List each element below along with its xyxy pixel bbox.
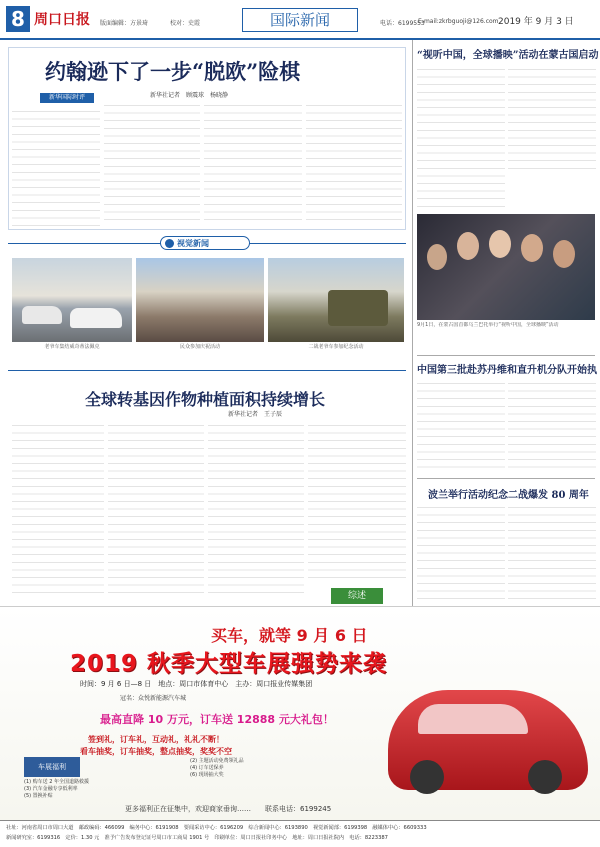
photo-wwii-vehicles bbox=[268, 258, 404, 342]
ad-footer: 更多福利正在征集中，欢迎商家垂询…… 联系电话：6199245 bbox=[125, 805, 332, 813]
visual-news-label: 视觉新闻 bbox=[177, 239, 209, 248]
article2-text-col4 bbox=[308, 420, 406, 584]
right-article3-title: 波兰举行活动纪念二战爆发 80 周年 bbox=[428, 490, 589, 501]
ad-promo1: 签到礼，订车礼，互动礼，礼礼不断！ bbox=[88, 735, 224, 744]
ad-headline: 2019 秋季大型车展强势来袭 bbox=[70, 651, 388, 677]
ad-tagline: 买车，就等 9 月 6 日 bbox=[211, 626, 368, 645]
footer-line1: 社址：河南省周口市周口大道 邮政编码：466099 编务中心：6191908 要闻采访中心：6196209 综合新闻中心：6193890 视觉新闻部：6199398 融媒体中心：6609333 bbox=[6, 825, 427, 831]
ad-organizer: 冠名：众悦新能源汽车城 bbox=[120, 695, 187, 702]
newspaper-logo: 周口日报 bbox=[34, 12, 90, 28]
article1-text-col1 bbox=[12, 106, 100, 226]
benefit-item: (2) 主题活动免费领礼品 bbox=[190, 758, 244, 764]
right-article1-col1 bbox=[417, 64, 505, 212]
footer-line2: 新闻研究室：6199316 定价：1.30 元 准予广告发布登记证号周口市工商局 1901 号 印刷单位：周口日报社印务中心 地址：周口日报社院内 电话：8223387 bbox=[6, 835, 388, 841]
right-article1-col2 bbox=[508, 64, 596, 174]
benefits-list-right bbox=[190, 758, 350, 779]
phone-label: 电话：6199553 bbox=[380, 20, 425, 27]
issue-date: 2019 年 9 月 3 日 bbox=[498, 17, 574, 27]
email-label: E-mail:zkrbguoji@126.com bbox=[418, 18, 499, 25]
ad-promo2: 看车抽奖，订车抽奖，整点抽奖，奖奖不空 bbox=[80, 747, 232, 756]
right-article3-col1 bbox=[417, 502, 505, 602]
photo2-caption: 民众参加庆祝活动 bbox=[179, 344, 220, 350]
right-photo-caption: 9月1日，在蒙古国首都乌兰巴托举行“视听中国，全球播映”活动 bbox=[417, 322, 559, 328]
benefit-item: (5) 置换补贴 bbox=[24, 793, 53, 799]
column-separator bbox=[412, 40, 413, 685]
editor-label: 版面编辑：方景琦 bbox=[100, 20, 149, 27]
photo3-caption: 二战老爷车参加纪念活动 bbox=[308, 344, 364, 350]
article2-divider bbox=[8, 370, 406, 371]
proofreader-label: 校对：史霞 bbox=[170, 20, 201, 27]
page-number: 8 bbox=[6, 6, 30, 32]
right-article2-col1 bbox=[417, 378, 505, 474]
article1-text-col3 bbox=[204, 100, 302, 226]
right-divider1 bbox=[417, 355, 595, 356]
right-divider2 bbox=[417, 478, 595, 479]
benefit-item: (3) 汽车金融专享低利率 bbox=[24, 786, 78, 792]
article1-byline: 新华社记者 顾震球 杨晓静 bbox=[150, 92, 229, 99]
article2-text-col1 bbox=[12, 420, 104, 600]
benefit-item: (6) 现场抽大奖 bbox=[190, 772, 224, 778]
article2-title: 全球转基因作物种植面积持续增长 bbox=[85, 390, 326, 409]
article1-tag: 新华国际时评 bbox=[40, 93, 94, 103]
ad-time-place: 时间：9 月 6 日—8 日 地点：周口市体育中心 主办：周口报业传媒集团 bbox=[80, 680, 313, 688]
photo-mongolia-event bbox=[417, 214, 595, 320]
article2-text-col2 bbox=[108, 420, 204, 600]
photo-crowd-celebration bbox=[136, 258, 264, 342]
article2-byline: 新华社记者 王子辰 bbox=[228, 411, 283, 418]
right-article2-col2 bbox=[508, 378, 596, 474]
right-article1-title: “视听中国，全球播映”活动在蒙古国启动 bbox=[417, 50, 599, 61]
article2-text-col3 bbox=[208, 420, 304, 600]
photo1-caption: 老爷车集结威奇蒂法佩克 bbox=[44, 344, 100, 350]
article1-text-col2 bbox=[104, 100, 200, 226]
photo-vintage-cars bbox=[12, 258, 132, 342]
benefits-list-left bbox=[24, 779, 184, 800]
benefit-item: (1) 购车送 2 年全国道路救援 bbox=[24, 779, 90, 785]
zongshu-badge: 综述 bbox=[331, 588, 383, 604]
article1-title: 约翰逊下了一步“脱欧”险棋 bbox=[45, 59, 301, 84]
right-article2-title: 中国第三批赴苏丹维和直升机分队开始执 bbox=[417, 365, 597, 376]
benefit-item: (4) 订车送保养 bbox=[190, 765, 224, 771]
article1-text-col4 bbox=[306, 100, 402, 226]
ad-price: 最高直降 10 万元，订车送 12888 元大礼包！ bbox=[100, 713, 334, 726]
section-title: 国际新闻 bbox=[242, 8, 358, 32]
benefit-label: 车展福利 bbox=[24, 757, 80, 777]
right-article3-col2 bbox=[508, 502, 596, 602]
camera-icon bbox=[165, 239, 174, 248]
